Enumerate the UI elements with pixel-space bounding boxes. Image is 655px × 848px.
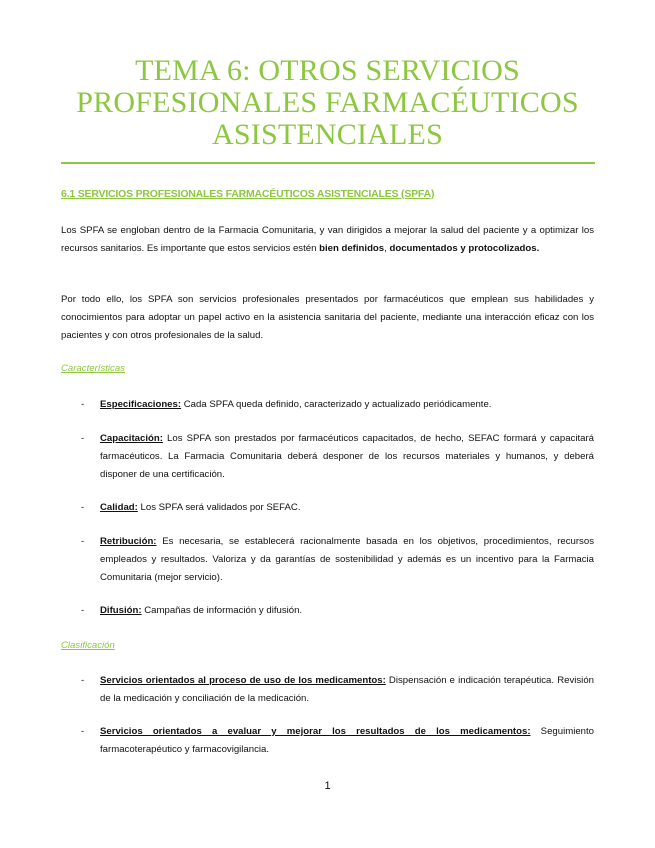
- item-text: Es necesaria, se establecerá racionalmente basada en los objetivos, procedimientos, recursos empleados y resultados. Valoriza y da garantías de sostenibilidad y además es un incentivo para la Farmacia Comunitaria (mejor servicio).: [100, 536, 594, 583]
- bullet-dash: -: [81, 605, 85, 616]
- item-keyword: Servicios orientados a evaluar y mejorar los resultados de los medicamentos:: [100, 726, 531, 737]
- bullet-dash: -: [81, 399, 85, 410]
- second-paragraph: Por todo ello, los SPFA son servicios profesionales presentados por farmacéuticos que emplean sus habilidades y conocimientos para adoptar un papel activo en la asistencia sanitaria del paciente, mediante una interacción eficaz con los pacientes y con otros profesionales de la salud.: [61, 294, 594, 341]
- item-keyword: Difusión:: [100, 605, 142, 616]
- section-heading: 6.1 SERVICIOS PROFESIONALES FARMACÉUTICOS ASISTENCIALES (SPFA): [61, 188, 435, 200]
- item-text: Dispensación e indicación terapéutica. Revisión de la medicación y conciliación de la medicación.: [100, 675, 594, 704]
- list-item: [61, 430, 594, 484]
- bullet-dash: -: [81, 433, 85, 444]
- list-item: [61, 533, 594, 587]
- intro-sep: ,: [384, 243, 390, 254]
- item-text: Cada SPFA queda definido, caracterizado y actualizado periódicamente.: [181, 399, 492, 410]
- intro-bold-1: bien definidos: [319, 243, 385, 254]
- item-keyword: Capacitación:: [100, 433, 163, 444]
- item-text: Campañas de información y difusión.: [141, 605, 303, 616]
- bullet-dash: -: [81, 502, 85, 513]
- item-text: Los SPFA será validados por SEFAC.: [137, 502, 301, 513]
- intro-paragraph: [61, 222, 594, 258]
- item-keyword: Especificaciones:: [100, 399, 182, 410]
- list-item: [61, 602, 594, 620]
- list-item: [61, 723, 594, 759]
- item-keyword: Servicios orientados al proceso de uso de los medicamentos:: [100, 675, 386, 686]
- title-divider: [61, 162, 595, 164]
- list-item: [61, 672, 594, 708]
- item-keyword: Retribución:: [100, 536, 157, 547]
- title-line-3: ASISTENCIALES: [212, 118, 443, 151]
- list-item: [61, 396, 594, 414]
- list-item: [61, 499, 594, 517]
- intro-bold-2: documentados y protocolizados.: [389, 243, 540, 254]
- item-text: Los SPFA son prestados por farmacéuticos capacitados, de hecho, SEFAC formará y capacitará farmacéuticos. La Farmacia Comunitaria deberá desponer de los recursos materiales y humanos, y deberá disponer de una certificación.: [100, 433, 594, 480]
- characteristics-heading: Características: [61, 363, 125, 374]
- intro-text: Los SPFA se engloban dentro de la Farmacia Comunitaria, y van dirigidos a mejorar la salud del paciente y a optimizar los recursos sanitarios. Es importante que estos servicios estén: [61, 225, 594, 254]
- title-line-2: PROFESIONALES FARMACÉUTICOS: [76, 86, 579, 119]
- document-title: [0, 55, 655, 151]
- title-line-1: TEMA 6: OTROS SERVICIOS: [135, 54, 520, 87]
- bullet-dash: -: [81, 675, 85, 686]
- classification-heading: Clasificación: [61, 640, 115, 651]
- bullet-dash: -: [81, 726, 85, 737]
- item-text: Seguimiento farmacoterapéutico y farmacovigilancia.: [100, 726, 595, 755]
- item-keyword: Calidad:: [100, 502, 138, 513]
- page-number: 1: [324, 780, 331, 792]
- bullet-dash: -: [81, 536, 85, 547]
